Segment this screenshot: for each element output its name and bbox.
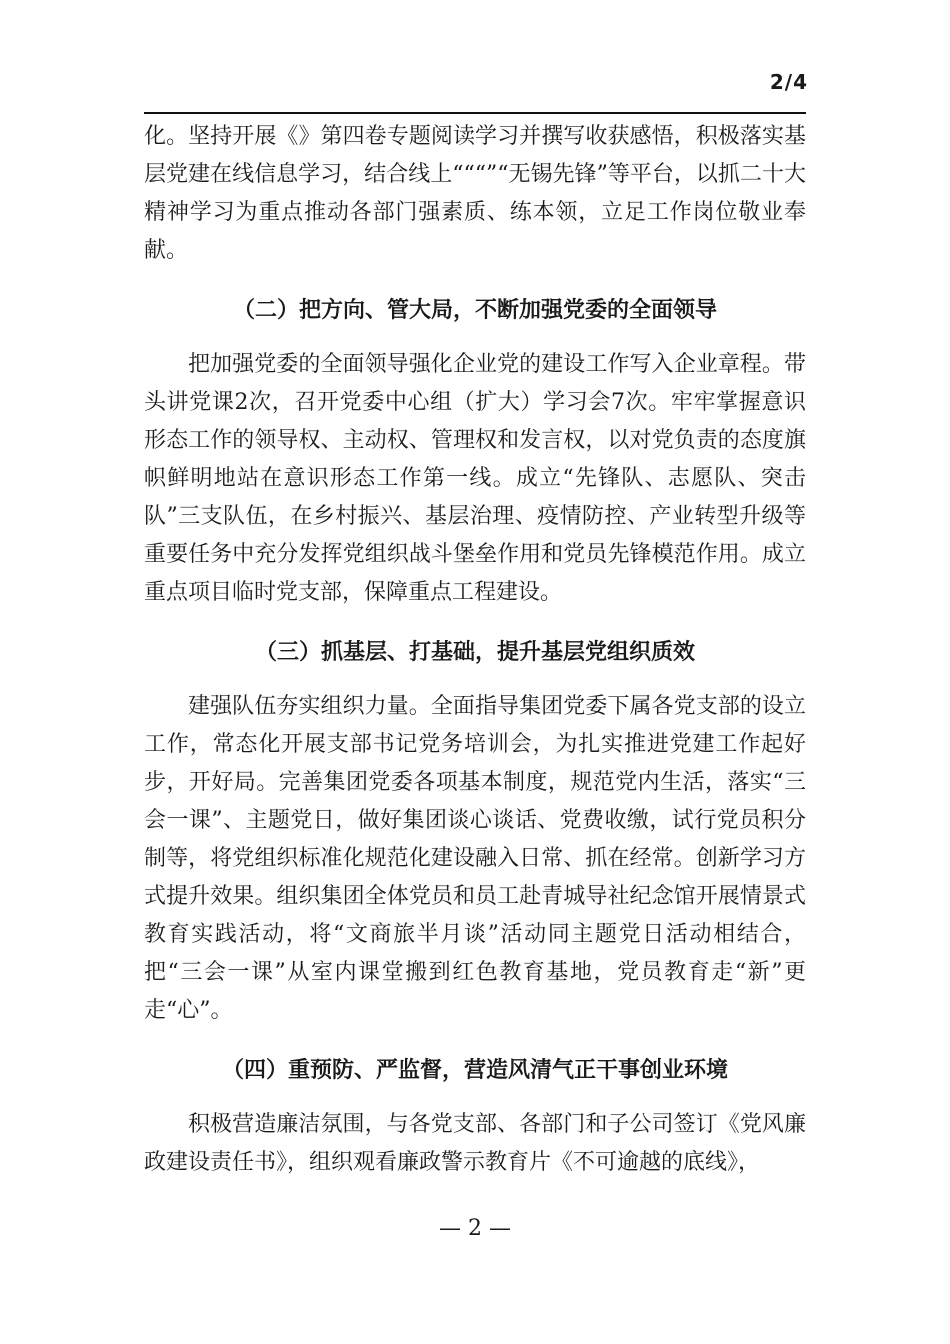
page-number-footer: — 2 — [439,1216,511,1241]
page-counter: 2/4 [769,70,808,94]
paragraph-section-2: 把加强党委的全面领导强化企业党的建设工作写入企业章程。带头讲党课2次，召开党委中心组（扩大）学习会7次。牢牢掌握意识形态工作的领导权、主动权、管理权和发言权，以对党负责的态度旗帜鲜明地站在意识形态工作第一线。成立“先锋队、志愿队、突击队”三支队伍，在乡村振兴、基层治理、疫情防控、产业转型升级等重要任务中充分发挥党组织战斗堡垒作用和党员先锋模范作用。成立重点项目临时党支部，保障重点工程建设。 [144,352,806,605]
section-heading-4: （四）重预防、严监督，营造风清气正干事创业环境 [221,1058,728,1083]
paragraph-section-4: 积极营造廉洁氛围，与各党支部、各部门和子公司签订《党风廉政建设责任书》，组织观看廉政警示教育片《不可逾越的底线》， [144,1112,806,1175]
section-heading-2: （二）把方向、管大局，不断加强党委的全面领导 [232,298,717,323]
paragraph-continued: 化。坚持开展《》第四卷专题阅读学习并撰写收获感悟，积极落实基层党建在线信息学习，结合线上“““”“无锡先锋”等平台，以抓二十大精神学习为重点推动各部门强素质、练本领，立足工作岗位敬业奉献。 [144,124,806,263]
header-rule [144,112,806,114]
paragraph-section-3: 建强队伍夯实组织力量。全面指导集团党委下属各党支部的设立工作，常态化开展支部书记党务培训会，为扎实推进党建工作起好步，开好局。完善集团党委各项基本制度，规范党内生活，落实“三会一课”、主题党日，做好集团谈心谈话、党费收缴，试行党员积分制等，将党组织标准化规范化建设融入日常、抓在经常。创新学习方式提升效果。组织集团全体党员和员工赴青城导社纪念馆开展情景式教育实践活动，将“文商旅半月谈”活动同主题党日活动相结合，把“三会一课”从室内课堂搬到红色教育基地，党员教育走“新”更走“心”。 [144,694,806,1023]
section-heading-3: （三）抓基层、打基础，提升基层党组织质效 [254,640,695,665]
document-body [144,118,806,1182]
